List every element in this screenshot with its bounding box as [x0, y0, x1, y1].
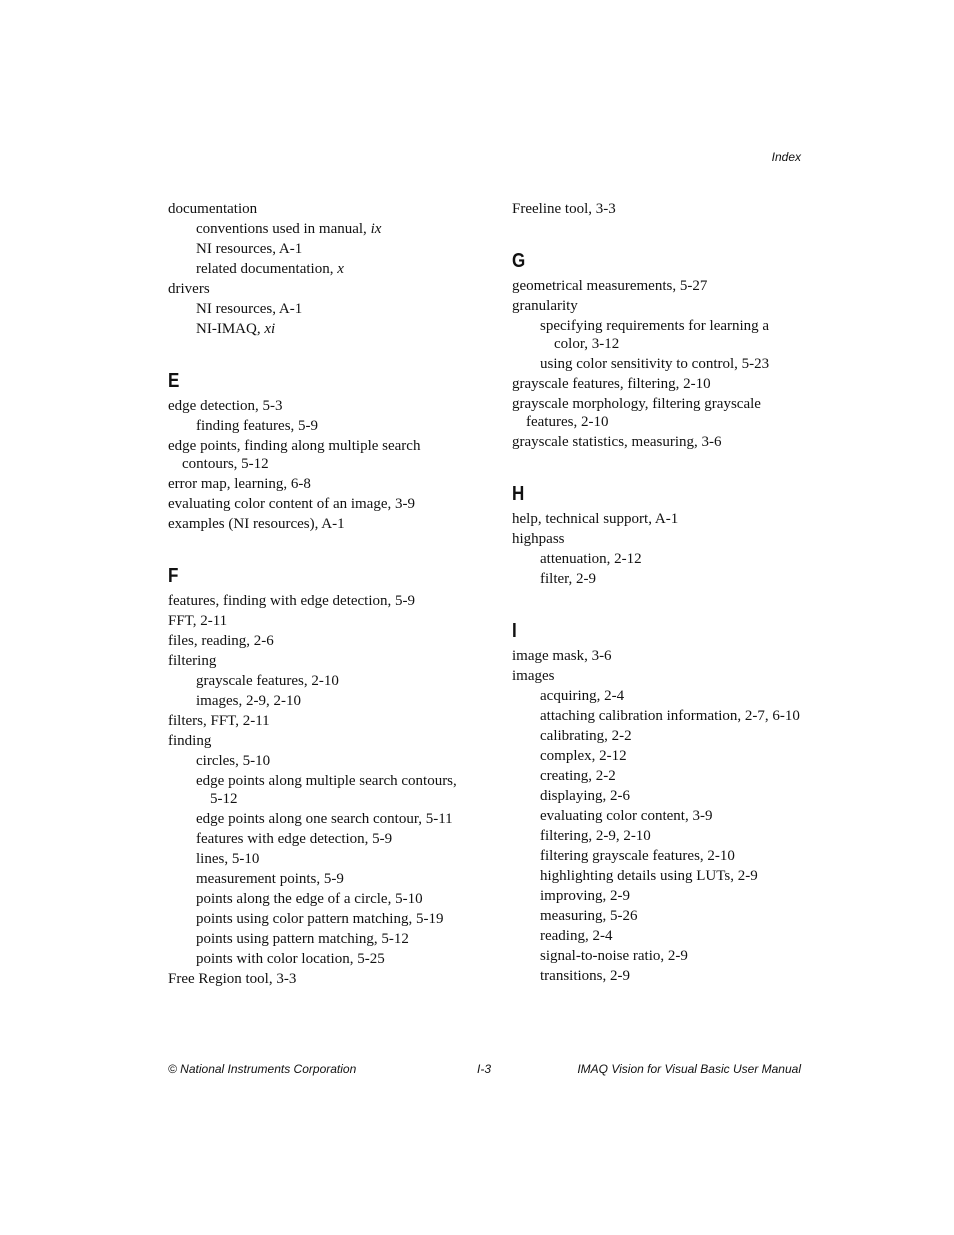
index-subentry	[168, 870, 468, 888]
index-subentry	[168, 240, 468, 258]
entry-text: documentation	[168, 201, 258, 217]
entry-text: signal-to-noise ratio, 2-9	[540, 948, 688, 964]
entry-text: NI resources, A-1	[196, 241, 303, 257]
entry-text: calibrating, 2-2	[540, 728, 632, 744]
index-subentry	[168, 300, 468, 318]
entry-page-ref: ix	[370, 221, 382, 237]
entry-text: using color sensitivity to control, 5-23	[540, 356, 770, 372]
entry-text: points using pattern matching, 5-12	[196, 931, 409, 947]
index-subentry	[168, 692, 468, 710]
index-subentry	[168, 810, 468, 828]
index-entry	[512, 647, 802, 665]
running-head: Index	[771, 150, 801, 164]
entry-text: edge points along multiple search contours, 5-12	[196, 773, 457, 807]
entry-text: filtering grayscale features, 2-10	[540, 848, 735, 864]
index-column-left	[168, 200, 468, 990]
index-subentry	[512, 827, 802, 845]
entry-text: transitions, 2-9	[540, 968, 630, 984]
index-entry	[512, 375, 802, 393]
entry-text: related documentation,	[196, 261, 338, 277]
entry-text: points along the edge of a circle, 5-10	[196, 891, 423, 907]
index-subentry	[168, 890, 468, 908]
index-subentry	[168, 850, 468, 868]
index-subentry	[512, 550, 802, 568]
index-subentry	[168, 220, 468, 238]
entry-text: image mask, 3-6	[512, 648, 612, 664]
entry-text: finding	[168, 733, 212, 749]
entry-text: conventions used in manual,	[196, 221, 371, 237]
entry-text: grayscale features, 2-10	[196, 673, 339, 689]
entry-text: edge detection, 5-3	[168, 398, 283, 414]
index-entry	[512, 510, 802, 528]
entry-text: edge points, finding along multiple search contours, 5-12	[168, 438, 421, 472]
entry-text: examples (NI resources), A-1	[168, 516, 345, 532]
entry-text: features with edge detection, 5-9	[196, 831, 393, 847]
index-subentry	[168, 320, 468, 338]
entry-text: filtering	[168, 653, 217, 669]
entry-text: creating, 2-2	[540, 768, 616, 784]
entry-text: evaluating color content, 3-9	[540, 808, 713, 824]
entry-text: filter, 2-9	[540, 571, 597, 587]
entry-text: reading, 2-4	[540, 928, 613, 944]
index-entry	[168, 632, 468, 650]
entry-page-ref: x	[337, 261, 344, 277]
entry-text: NI-IMAQ,	[196, 321, 265, 337]
index-subentry	[168, 417, 468, 435]
index-entry	[512, 277, 802, 295]
entry-text: grayscale features, filtering, 2-10	[512, 376, 711, 392]
index-entry	[512, 395, 802, 431]
entry-text: grayscale statistics, measuring, 3-6	[512, 434, 722, 450]
index-entry	[512, 297, 802, 315]
index-entry	[168, 732, 468, 750]
index-letter-heading: F	[168, 565, 179, 587]
index-subentry	[168, 672, 468, 690]
index-entry	[168, 495, 468, 513]
index-subentry	[512, 807, 802, 825]
entry-text: images, 2-9, 2-10	[196, 693, 301, 709]
entry-text: NI resources, A-1	[196, 301, 303, 317]
index-subentry	[168, 930, 468, 948]
index-entry	[168, 200, 468, 218]
entry-text: Free Region tool, 3-3	[168, 971, 297, 987]
entry-text: points with color location, 5-25	[196, 951, 385, 967]
index-entry	[168, 397, 468, 415]
entry-text: geometrical measurements, 5-27	[512, 278, 708, 294]
entry-text: displaying, 2-6	[540, 788, 630, 804]
index-subentry	[512, 887, 802, 905]
entry-text: circles, 5-10	[196, 753, 271, 769]
entry-text: filtering, 2-9, 2-10	[540, 828, 651, 844]
index-entry	[512, 200, 802, 218]
index-subentry	[512, 747, 802, 765]
index-letter-heading: I	[512, 620, 517, 642]
entry-text: highpass	[512, 531, 565, 547]
index-subentry	[168, 950, 468, 968]
page-footer	[168, 1062, 801, 1078]
entry-text: attaching calibration information, 2-7, 6-10	[540, 708, 800, 724]
entry-text: points using color pattern matching, 5-19	[196, 911, 444, 927]
footer-copyright: © National Instruments Corporation	[168, 1062, 357, 1076]
index-subentry	[512, 787, 802, 805]
entry-text: features, finding with edge detection, 5-9	[168, 593, 416, 609]
index-subentry	[512, 570, 802, 588]
index-entry	[168, 515, 468, 533]
index-entry	[168, 280, 468, 298]
index-subentry	[512, 767, 802, 785]
entry-text: complex, 2-12	[540, 748, 627, 764]
index-subentry	[512, 707, 802, 725]
index-entry	[168, 475, 468, 493]
index-entry	[512, 433, 802, 451]
entry-text: filters, FFT, 2-11	[168, 713, 270, 729]
entry-text: attenuation, 2-12	[540, 551, 642, 567]
index-subentry	[168, 772, 468, 808]
index-subentry	[168, 752, 468, 770]
entry-text: improving, 2-9	[540, 888, 630, 904]
index-letter-heading: G	[512, 250, 526, 272]
index-letter-heading: E	[168, 370, 180, 392]
index-subentry	[512, 907, 802, 925]
entry-text: error map, learning, 6-8	[168, 476, 311, 492]
index-subentry	[168, 830, 468, 848]
entry-text: acquiring, 2-4	[540, 688, 625, 704]
index-entry	[512, 667, 802, 685]
footer-manual-title: IMAQ Vision for Visual Basic User Manual	[577, 1062, 801, 1076]
index-letter-heading: H	[512, 483, 525, 505]
entry-text: highlighting details using LUTs, 2-9	[540, 868, 758, 884]
index-column-right	[512, 200, 802, 987]
index-subentry	[168, 260, 468, 278]
entry-text: grayscale morphology, filtering grayscale features, 2-10	[512, 396, 761, 430]
entry-text: measuring, 5-26	[540, 908, 638, 924]
entry-text: measurement points, 5-9	[196, 871, 344, 887]
index-subentry	[512, 317, 802, 353]
entry-text: images	[512, 668, 555, 684]
index-subentry	[512, 967, 802, 985]
index-subentry	[512, 847, 802, 865]
index-entry	[512, 530, 802, 548]
index-subentry	[168, 910, 468, 928]
entry-text: granularity	[512, 298, 578, 314]
entry-text: FFT, 2-11	[168, 613, 228, 629]
index-entry	[168, 592, 468, 610]
entry-text: lines, 5-10	[196, 851, 260, 867]
index-subentry	[512, 927, 802, 945]
entry-text: edge points along one search contour, 5-11	[196, 811, 453, 827]
index-entry	[168, 652, 468, 670]
index-entry	[168, 970, 468, 988]
entry-text: specifying requirements for learning a color, 3-12	[540, 318, 770, 352]
index-entry	[168, 712, 468, 730]
index-entry	[168, 612, 468, 630]
index-entry	[168, 437, 468, 473]
entry-text: help, technical support, A-1	[512, 511, 679, 527]
index-subentry	[512, 355, 802, 373]
entry-text: Freeline tool, 3-3	[512, 201, 616, 217]
entry-text: files, reading, 2-6	[168, 633, 274, 649]
entry-page-ref: xi	[264, 321, 276, 337]
index-subentry	[512, 727, 802, 745]
entry-text: finding features, 5-9	[196, 418, 319, 434]
entry-text: drivers	[168, 281, 210, 297]
index-subentry	[512, 867, 802, 885]
index-subentry	[512, 687, 802, 705]
page-number: I-3	[477, 1062, 492, 1076]
entry-text: evaluating color content of an image, 3-9	[168, 496, 415, 512]
index-subentry	[512, 947, 802, 965]
